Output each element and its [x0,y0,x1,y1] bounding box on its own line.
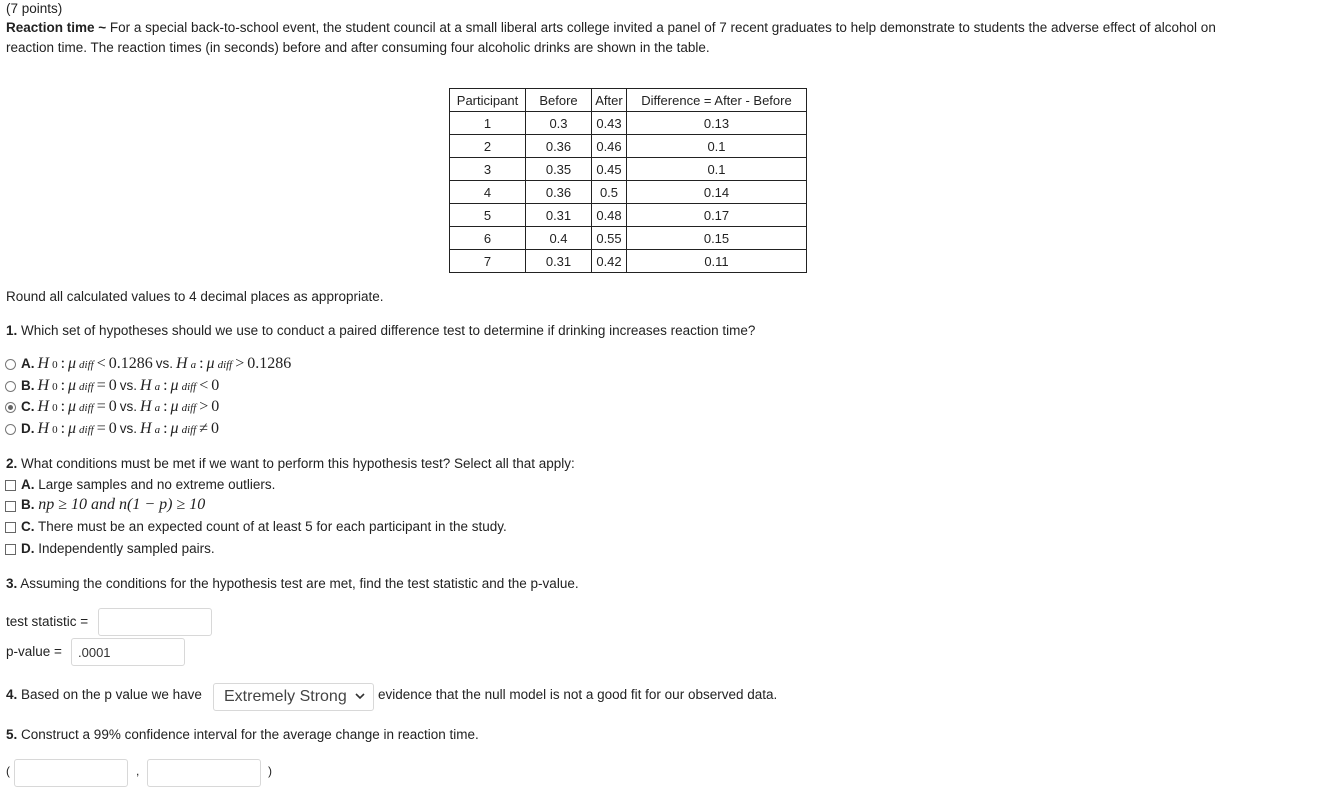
mu-subscript: diff [181,424,197,436]
evidence-strength-select[interactable] [213,683,374,711]
cell: 0.14 [627,181,807,204]
null-relation: = [96,420,106,437]
problem-intro [6,20,1216,35]
mu-subscript: diff [181,402,197,414]
q4-after-text: evidence that the null model is not a good fit for our observed data. [378,687,778,702]
mu-subscript: diff [181,381,197,393]
q5-text: Construct a 99% confidence interval for the average change in reaction time. [21,727,479,742]
mu-symbol: μ [170,420,179,437]
col-after: After [592,89,627,112]
cell: 0.35 [526,158,592,181]
colon: : [60,398,66,415]
alt-hypothesis-symbol: H [140,398,152,415]
q2-checkbox-a[interactable] [5,480,16,491]
h0-subscript: 0 [52,381,58,393]
mu-symbol: μ [68,377,77,394]
q1-letter-a: A. [21,356,35,371]
cell: 4 [450,181,526,204]
q2-checkbox-c[interactable] [5,522,16,533]
alt-hypothesis-symbol: H [140,377,152,394]
cell: 0.1 [627,158,807,181]
cell: 0.36 [526,181,592,204]
cell: 0.46 [592,135,627,158]
vs-label: vs. [119,378,138,393]
q2-letter-d: D. [21,541,35,556]
null-relation: < [96,355,106,372]
colon: : [60,420,66,437]
q4-before-text: Based on the p value we have [21,687,202,702]
q3-number: 3. [6,576,18,591]
cell: 0.31 [526,204,592,227]
ci-open-paren: ( [6,764,10,778]
null-hypothesis-symbol: H [37,420,50,437]
cell: 0.1 [627,135,807,158]
mu-subscript: diff [79,381,94,393]
vs-label: vs. [119,399,138,414]
null-value: 0 [108,398,117,415]
q5-number: 5. [6,727,18,742]
vs-label: vs. [119,421,138,436]
colon: : [163,377,168,394]
cell: 7 [450,250,526,273]
cell: 1 [450,112,526,135]
mu-subscript: diff [79,424,94,436]
alt-value: 0 [211,377,220,394]
p-value-input[interactable] [71,638,185,666]
intro-line-2: reaction time. The reaction times (in seconds) before and after consuming four alcoholic drinks are shown in the table. [6,40,710,55]
mu-subscript: diff [217,359,233,371]
p-value-label: p-value = [6,644,62,659]
q1-radio-b[interactable] [5,381,16,392]
q2-option-b-formula: np ≥ 10 and n(1 − p) ≥ 10 [38,496,206,513]
q2-checkbox-d[interactable] [5,544,16,555]
ha-subscript: a [190,359,197,371]
ha-subscript: a [154,402,161,414]
cell: 0.15 [627,227,807,250]
mu-symbol: μ [206,355,215,372]
alt-hypothesis-symbol: H [176,355,188,372]
q1-prompt [6,323,755,338]
alt-hypothesis-symbol: H [140,420,152,437]
q2-checkbox-b[interactable] [5,501,16,512]
q1-radio-a[interactable] [5,359,16,370]
colon: : [163,420,168,437]
mu-symbol: μ [170,377,179,394]
q2-option-d-text: Independently sampled pairs. [38,541,215,556]
cell: 0.4 [526,227,592,250]
colon: : [60,355,66,372]
cell: 0.45 [592,158,627,181]
cell: 0.11 [627,250,807,273]
ha-subscript: a [154,424,161,436]
alt-relation: < [199,377,209,394]
alt-value: 0 [211,398,220,415]
q1-text: Which set of hypotheses should we use to conduct a paired difference test to determine if drinking increases reaction time? [21,323,756,338]
q2-letter-a: A. [21,477,35,492]
null-relation: = [96,398,106,415]
cell: 0.3 [526,112,592,135]
null-value: 0.1286 [108,355,153,372]
cell: 6 [450,227,526,250]
mu-symbol: μ [68,420,77,437]
rounding-note: Round all calculated values to 4 decimal places as appropriate. [6,289,384,304]
chevron-down-icon [355,690,365,702]
table-row [450,112,807,135]
q2-text: What conditions must be met if we want to perform this hypothesis test? Select all that apply: [21,456,575,471]
colon: : [163,398,168,415]
test-statistic-label: test statistic = [6,614,89,629]
problem-title: Reaction time ~ [6,20,107,35]
q1-letter-c: C. [21,399,35,414]
alt-relation: ≠ [199,420,209,437]
vs-label: vs. [155,356,174,371]
q2-option-c-text: There must be an expected count of at least 5 for each participant in the study. [38,519,507,534]
q2-option-a-text: Large samples and no extreme outliers. [38,477,276,492]
q4-before [6,687,202,702]
colon: : [60,377,66,394]
cell: 5 [450,204,526,227]
q2-number: 2. [6,456,18,471]
points-label: (7 points) [6,1,63,16]
alt-relation: > [199,398,209,415]
table-row [450,250,807,273]
q2-prompt [6,456,575,471]
ha-subscript: a [154,381,161,393]
ci-comma: , [136,764,140,778]
mu-subscript: diff [79,359,94,371]
cell: 0.13 [627,112,807,135]
null-hypothesis-symbol: H [37,377,50,394]
q4-number: 4. [6,687,18,702]
cell: 0.31 [526,250,592,273]
null-hypothesis-symbol: H [37,398,50,415]
test-statistic-input[interactable] [98,608,212,636]
null-relation: = [96,377,106,394]
mu-subscript: diff [79,402,94,414]
ci-close-paren: ) [268,764,272,778]
cell: 0.36 [526,135,592,158]
table-row [450,158,807,181]
colon: : [199,355,204,372]
intro-line-1: For a special back-to-school event, the student council at a small liberal arts college invited a panel of 7 recent graduates to help demonstrate to students the adverse effect of alcohol on [109,20,1216,35]
table-row [450,227,807,250]
ci-lower-input[interactable] [14,759,128,787]
q3-prompt [6,576,579,591]
cell: 0.48 [592,204,627,227]
cell: 0.55 [592,227,627,250]
h0-subscript: 0 [52,424,58,436]
cell: 0.42 [592,250,627,273]
table-row [450,181,807,204]
reaction-time-table [449,88,807,273]
col-participant: Participant [450,89,526,112]
ci-upper-input[interactable] [147,759,261,787]
q2-letter-b: B. [21,497,35,512]
table-row [450,135,807,158]
null-value: 0 [108,420,117,437]
h0-subscript: 0 [52,402,58,414]
alt-value: 0.1286 [247,355,292,372]
col-before: Before [526,89,592,112]
q1-letter-b: B. [21,378,35,393]
alt-value: 0 [211,420,220,437]
null-value: 0 [108,377,117,394]
h0-subscript: 0 [52,359,58,371]
alt-relation: > [235,355,245,372]
col-difference: Difference = After - Before [627,89,807,112]
q5-prompt [6,727,479,742]
mu-symbol: μ [170,398,179,415]
q1-number: 1. [6,323,18,338]
null-hypothesis-symbol: H [37,355,50,372]
q2-letter-c: C. [21,519,35,534]
cell: 0.5 [592,181,627,204]
q1-letter-d: D. [21,421,35,436]
q1-radio-c-selected[interactable] [5,402,16,413]
cell: 3 [450,158,526,181]
q3-text: Assuming the conditions for the hypothesis test are met, find the test statistic and the p-value. [20,576,579,591]
cell: 2 [450,135,526,158]
q1-radio-d[interactable] [5,424,16,435]
cell: 0.43 [592,112,627,135]
cell: 0.17 [627,204,807,227]
mu-symbol: μ [68,355,77,372]
table-header-row [450,89,807,112]
mu-symbol: μ [68,398,77,415]
evidence-strength-value: Extremely Strong [224,688,347,705]
table-row [450,204,807,227]
